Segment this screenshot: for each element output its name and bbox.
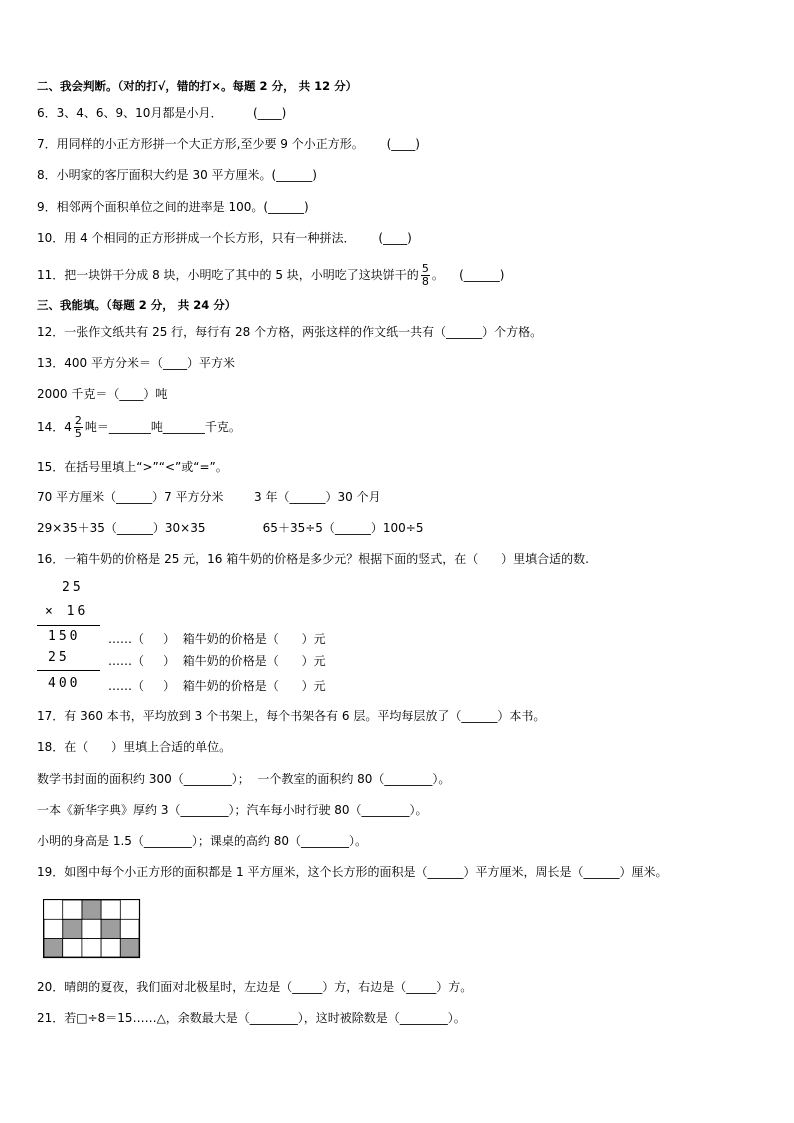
question-6: 6．3、4、6、9、10月都是小月． (____) [37, 106, 287, 120]
calc-desc-2: ……（ ） 箱牛奶的价格是（ ）元 [108, 654, 326, 668]
question-19: 19．如图中每个小正方形的面积都是 1 平方厘米，这个长方形的面积是（______）平方厘米，周长是（______）厘米。 [37, 865, 668, 879]
question-21: 21．若□÷8＝15……△，余数最大是（________），这时被除数是（________）。 [37, 1011, 466, 1025]
question-8: 8．小明家的客厅面积大约是 30 平方厘米。(______) [37, 168, 317, 182]
question-13b: 2000 千克＝（____）吨 [37, 387, 168, 401]
fraction-5-8: $\frac{5}{8}$ [421, 262, 429, 288]
question-16: 16．一箱牛奶的价格是 25 元，16 箱牛奶的价格是多少元？根据下面的竖式，在（ ）里填合适的数. [37, 552, 589, 566]
question-15: 15．在括号里填上“>”“<”或“=”。 [37, 460, 228, 474]
question-20: 20．晴朗的夏夜，我们面对北极星时，左边是（_____）方，右边是（_____）方。 [37, 980, 473, 994]
section-3-title: 三、我能填。（每题 2 分， 共 24 分） [37, 298, 237, 312]
calc-rule-2 [37, 670, 100, 671]
partial-product-1: 150 [48, 629, 81, 644]
product: 400 [48, 676, 81, 691]
question-18: 18．在（ ）里填上合适的单位。 [37, 740, 232, 754]
question-12: 12．一张作文纸共有 25 行，每行有 28 个方格，两张这样的作文纸一共有（______）个方格。 [37, 325, 543, 339]
partial-product-2: 25 [48, 650, 70, 665]
question-15-row-a: 70 平方厘米（______）7 平方分米 3 年（______）30 个月 [37, 490, 381, 504]
fraction-2-5: $\frac{2}{5}$ [74, 414, 82, 440]
question-17: 17．有 360 本书，平均放到 3 个书架上，每个书架各有 6 层。平均每层放了（______）本书。 [37, 709, 546, 723]
question-15-row-b: 29×35＋35（______）30×35 65＋35÷5（______）100÷5 [37, 521, 424, 535]
question-11: 11．把一块饼干分成 8 块，小明吃了其中的 5 块，小明吃了这块饼干的 $\frac{5}{8}$ 。 (______) [37, 262, 505, 288]
question-18-row-c: 小明的身高是 1.5（________）；课桌的高约 80（________）。 [37, 834, 367, 848]
multiplier: × 16 [45, 604, 89, 619]
question-18-row-a: 数学书封面的面积约 300（________）； 一个教室的面积约 80（________）。 [37, 772, 451, 786]
question-7: 7．用同样的小正方形拼一个大正方形,至少要 9 个小正方形。 (____) [37, 137, 420, 151]
section-2-title: 二、我会判断。（对的打√，错的打×。每题 2 分， 共 12 分） [37, 79, 358, 93]
question-9: 9．相邻两个面积单位之间的进率是 100。(______) [37, 200, 309, 214]
calc-desc-3: ……（ ） 箱牛奶的价格是（ ）元 [108, 679, 326, 693]
question-10: 10．用 4 个相同的正方形拼成一个长方形，只有一种拼法． (____) [37, 231, 412, 245]
calc-desc-1: ……（ ） 箱牛奶的价格是（ ）元 [108, 632, 326, 646]
question-14: 14．4 $\frac{2}{5}$ 吨＝_______吨_______千克。 [37, 414, 241, 440]
rectangle-grid-figure [43, 899, 141, 959]
question-18-row-b: 一本《新华字典》厚约 3（________）；汽车每小时行驶 80（________）。 [37, 803, 428, 817]
calc-rule-1 [37, 625, 100, 626]
multiplicand: 25 [62, 580, 84, 595]
question-13a: 13．400 平方分米＝（____）平方米 [37, 356, 235, 370]
